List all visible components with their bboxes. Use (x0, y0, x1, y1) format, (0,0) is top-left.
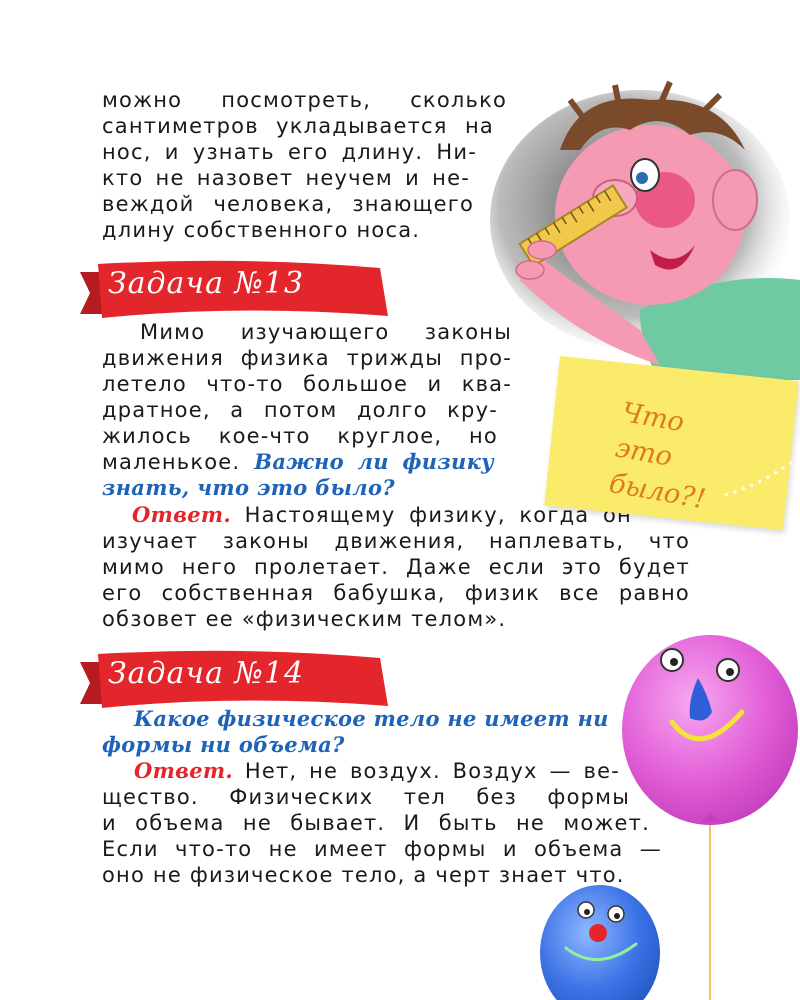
text-line: летело что-то большое и ква- (102, 372, 512, 396)
task-13-answer (102, 502, 690, 632)
text-line: кто не назовет неучем и не- (102, 166, 470, 190)
answer-label: Ответ. (132, 502, 231, 527)
task-14-title: Задача №14 (107, 656, 305, 691)
sticky-note-line: Что это (613, 396, 687, 473)
dotted-swirl-decoration (720, 455, 800, 505)
question-line: Какое физическое тело не имеет ни (134, 706, 609, 731)
text-line: щество. Физических тел без формы (102, 785, 630, 809)
text-line: сантиметров укладывается на (102, 114, 494, 138)
text-line: и объема не бывает. И быть не может. (102, 811, 650, 835)
answer-label: Ответ. (134, 758, 233, 783)
text-fragment: Настоящему физику, когда он (244, 503, 632, 527)
task-14-question (102, 706, 609, 758)
task-13-title: Задача №13 (107, 266, 305, 301)
task-13-question: Важно ли физику (254, 449, 494, 474)
task-13-question-cont: знать, что это было? (102, 475, 395, 500)
sticky-note-line: было?! (606, 467, 708, 516)
text-fragment: Нет, не воздух. Воздух — ве- (244, 759, 620, 783)
task-14-answer (102, 758, 666, 888)
text-fragment: маленькое. (102, 450, 241, 474)
text-line: движения физика трижды про- (102, 346, 512, 370)
text-line: обзовет ее «физическим телом». (102, 607, 507, 631)
text-line: его собственная бабушка, физик все равно (102, 581, 690, 605)
text-line: длину собственного носа. (102, 218, 421, 242)
text-line: нос, и узнать его длину. Ни- (102, 140, 477, 164)
text-line: жилось кое-что круглое, но (102, 424, 498, 448)
text-line: Мимо изучающего законы (140, 320, 512, 344)
text-line: мимо него пролетает. Даже если это будет (102, 555, 690, 579)
text-line: Если что-то не имеет формы и объема — (102, 837, 662, 861)
text-line: дратное, а потом долго кру- (102, 398, 498, 422)
boy-with-ruler-illustration (490, 80, 800, 380)
question-line: формы ни объема? (102, 732, 345, 757)
text-line: можно посмотреть, сколько (102, 88, 507, 112)
intro-paragraph (102, 87, 507, 243)
text-line: веждой человека, знающего (102, 192, 474, 216)
task-13-body (102, 319, 512, 501)
text-line: оно не физическое тело, а черт знает что. (102, 863, 625, 887)
text-line: изучает законы движения, наплевать, что (102, 529, 690, 553)
blue-balloon-illustration (538, 878, 668, 1000)
